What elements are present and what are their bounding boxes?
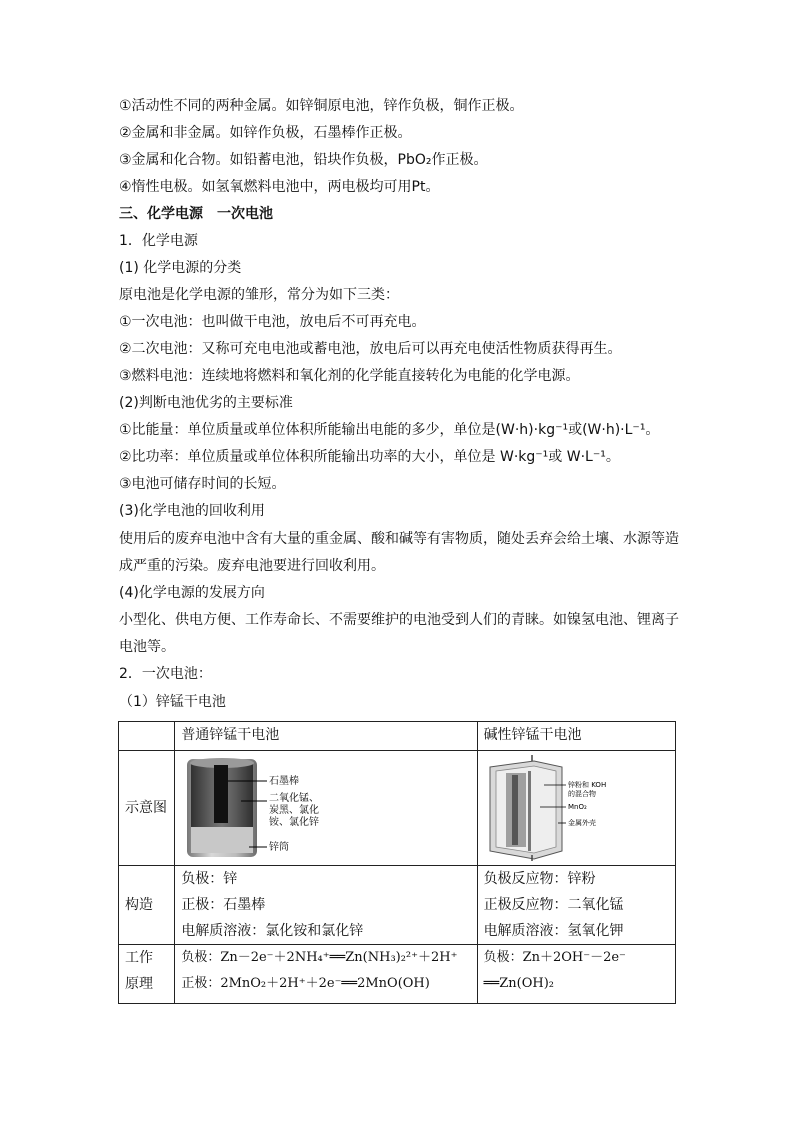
structure-line: 电解质溶液：氢氧化钾 <box>483 923 624 939</box>
text-line: ③金属和化合物。如铅蓄电池，铅块作负极，PbO₂作正极。 <box>119 152 488 168</box>
text-line: ①比能量：单位质量或单位体积所能输出电能的多少，单位是(W·h)·kg⁻¹或(W·h)·L⁻¹。 <box>119 422 660 438</box>
figure-label: 金属外壳 <box>567 819 596 827</box>
text-line: ①一次电池：也叫做干电池，放电后不可再充电。 <box>119 314 426 330</box>
table-row-structure <box>119 866 676 945</box>
text-line: 成严重的污染。废弃电池要进行回收利用。 <box>119 558 385 574</box>
text-line: ②二次电池：又称可充电电池或蓄电池，放电后可以再充电使活性物质获得再生。 <box>119 341 622 357</box>
figure-label: 二氧化锰、 <box>269 793 320 804</box>
text-line: 使用后的废弃电池中含有大量的重金属、酸和碱等有害物质，随处丢弃会给土壤、水源等造 <box>119 531 679 547</box>
text-line: 原电池是化学电源的雏形，常分为如下三类： <box>119 287 399 303</box>
figure-label: 石墨棒 <box>269 776 300 787</box>
text-line: ①活动性不同的两种金属。如锌铜原电池，锌作负极，铜作正极。 <box>119 98 524 114</box>
reaction-equation: 负极：Zn＋2OH⁻－2e⁻ <box>483 950 626 965</box>
subheading: （1）锌锰干电池 <box>119 694 226 710</box>
alkaline-reaction-cell <box>477 945 675 1004</box>
structure-line: 电解质溶液：氯化铵和氯化锌 <box>181 923 364 939</box>
text-line: ④惰性电极。如氢氧燃料电池中，两电极均可用Pt。 <box>119 179 440 195</box>
common-battery-figure-cell <box>175 751 477 866</box>
subheading: 1．化学电源 <box>119 233 198 249</box>
table-row-working-principle <box>119 945 676 1004</box>
row-label-line: 原理 <box>125 976 153 992</box>
alkaline-cell-figure <box>484 751 644 863</box>
text-line: ②比功率：单位质量或单位体积所能输出功率的大小，单位是 W·kg⁻¹或 W·L⁻¹。 <box>119 449 620 465</box>
alkaline-structure-cell <box>477 866 675 945</box>
text-line: ②金属和非金属。如锌作负极，石墨棒作正极。 <box>119 125 412 141</box>
subheading: (3)化学电池的回收利用 <box>119 503 265 519</box>
zinc-manganese-cell-figure <box>181 751 351 863</box>
figure-label: 锌筒 <box>269 842 290 853</box>
battery-table <box>118 721 676 1004</box>
header-alkaline-battery: 碱性锌锰干电池 <box>477 722 675 751</box>
section-heading: 三、化学电源 一次电池 <box>119 206 273 222</box>
reaction-equation: 正极：2MnO₂＋2H⁺＋2e⁻══2MnO(OH) <box>181 976 430 991</box>
structure-line: 正极：石墨棒 <box>181 897 266 913</box>
row-label-structure: 构造 <box>119 866 175 945</box>
structure-line: 负极：锌 <box>181 871 238 887</box>
text-line: 电池等。 <box>119 639 175 655</box>
figure-label: 锌粉和 KOH <box>567 781 606 789</box>
structure-line: 正极反应物：二氧化锰 <box>483 897 624 913</box>
figure-label: 铵、氯化锌 <box>269 817 320 828</box>
alkaline-battery-figure-cell <box>477 751 675 866</box>
figure-label: 的混合物 <box>567 790 596 798</box>
row-label-line: 工作 <box>125 950 153 966</box>
subheading: (2)判断电池优劣的主要标准 <box>119 395 293 411</box>
table-row-diagram <box>119 751 676 866</box>
row-label-working-principle <box>119 945 175 1004</box>
text-line: 小型化、供电方便、工作寿命长、不需要维护的电池受到人们的青睐。如镍氢电池、锂离子 <box>119 612 679 628</box>
figure-label: MnO₂ <box>567 803 587 811</box>
subheading: (4)化学电源的发展方向 <box>119 585 265 601</box>
reaction-equation: ══Zn(OH)₂ <box>483 976 554 991</box>
row-label-diagram: 示意图 <box>119 751 175 866</box>
header-common-battery: 普通锌锰干电池 <box>175 722 477 751</box>
figure-label: 炭黑、氯化 <box>269 805 320 816</box>
common-reaction-cell <box>175 945 477 1004</box>
structure-line: 负极反应物：锌粉 <box>483 871 596 887</box>
subheading: (1) 化学电源的分类 <box>119 260 242 276</box>
subheading: 2．一次电池： <box>119 666 212 682</box>
table-corner-cell <box>119 722 175 751</box>
table-header-row <box>119 722 676 751</box>
text-line: ③电池可储存时间的长短。 <box>119 476 286 492</box>
common-structure-cell <box>175 866 477 945</box>
text-line: ③燃料电池：连续地将燃料和氧化剂的化学能直接转化为电能的化学电源。 <box>119 368 580 384</box>
reaction-equation: 负极：Zn－2e⁻＋2NH₄⁺══Zn(NH₃)₂²⁺＋2H⁺ <box>181 950 458 965</box>
